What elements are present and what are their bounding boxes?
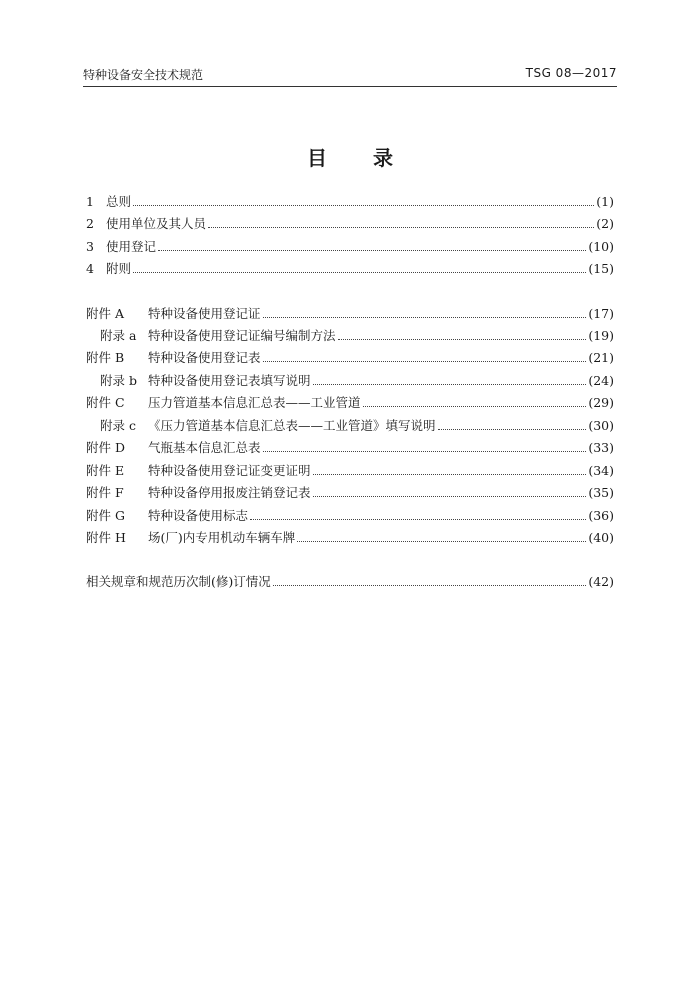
title-char-1: 目	[307, 146, 327, 170]
toc-number: 附录 b	[100, 373, 137, 388]
toc-entry[interactable]	[86, 237, 614, 257]
toc-leader-dots	[263, 361, 587, 362]
toc-page: (30)	[588, 418, 614, 433]
toc-entry[interactable]	[86, 348, 614, 368]
toc-title: 特种设备停用报废注销登记表	[148, 485, 311, 500]
toc-number: 附件 C	[86, 395, 125, 410]
toc-number: 4	[86, 261, 94, 276]
toc-title: 场(厂)内专用机动车辆车牌	[148, 530, 296, 545]
toc-leader-dots	[263, 317, 587, 318]
toc-entry[interactable]	[86, 483, 614, 503]
toc-title: 附则	[106, 261, 132, 276]
toc-leader-dots	[250, 519, 586, 520]
toc-page: (40)	[588, 530, 614, 545]
toc-title: 相关规章和规范历次制(修)订情况	[86, 574, 271, 589]
toc-page: (42)	[588, 574, 614, 589]
toc-page: (17)	[588, 306, 614, 321]
toc-title: 总则	[106, 194, 132, 209]
toc-number: 附录 a	[100, 328, 137, 343]
toc-number: 附录 c	[100, 418, 136, 433]
toc-leader-dots	[263, 451, 587, 452]
toc-number: 附件 B	[86, 350, 125, 365]
toc-title: 使用单位及其人员	[106, 216, 207, 231]
toc-page: (2)	[596, 216, 614, 231]
toc-number: 1	[86, 194, 94, 209]
toc-leader-dots	[438, 429, 587, 430]
toc-page: (1)	[596, 194, 614, 209]
toc-entry[interactable]	[100, 371, 614, 391]
toc-number: 附件 E	[86, 463, 125, 478]
toc-leader-dots	[313, 474, 587, 475]
toc-entry[interactable]	[86, 528, 614, 548]
toc-page: (29)	[588, 395, 614, 410]
title-char-2: 录	[373, 146, 393, 170]
toc-page: (34)	[588, 463, 614, 478]
toc-number: 2	[86, 216, 94, 231]
toc-entry[interactable]	[100, 326, 614, 346]
toc-title: 特种设备使用登记表	[148, 350, 261, 365]
toc-entry[interactable]	[86, 393, 614, 413]
toc-page: (10)	[588, 239, 614, 254]
toc-title: 《压力管道基本信息汇总表——工业管道》填写说明	[148, 418, 436, 433]
toc-entry[interactable]	[86, 304, 614, 324]
toc-leader-dots	[338, 339, 587, 340]
toc-entry[interactable]	[86, 192, 614, 212]
toc-number: 附件 D	[86, 440, 125, 455]
toc-leader-dots	[133, 272, 586, 273]
toc-leader-dots	[297, 541, 586, 542]
toc-title: 特种设备使用登记证编号编制方法	[148, 328, 336, 343]
toc-page: (21)	[588, 350, 614, 365]
toc-leader-dots	[133, 205, 594, 206]
toc-entry[interactable]	[86, 506, 614, 526]
toc-number: 附件 H	[86, 530, 126, 545]
toc-entry[interactable]	[86, 214, 614, 234]
toc-title: 使用登记	[106, 239, 157, 254]
toc-leader-dots	[313, 496, 587, 497]
toc-title: 特种设备使用登记证变更证明	[148, 463, 311, 478]
toc-page: (33)	[588, 440, 614, 455]
toc-title: 压力管道基本信息汇总表——工业管道	[148, 395, 361, 410]
toc-number: 附件 F	[86, 485, 124, 500]
toc-entry[interactable]	[86, 438, 614, 458]
table-of-contents	[86, 0, 614, 988]
toc-entry[interactable]	[86, 259, 614, 279]
toc-leader-dots	[158, 250, 586, 251]
toc-page: (15)	[588, 261, 614, 276]
toc-leader-dots	[313, 384, 587, 385]
toc-leader-dots	[208, 227, 594, 228]
toc-page: (24)	[588, 373, 614, 388]
toc-leader-dots	[363, 406, 587, 407]
toc-entry[interactable]	[86, 572, 614, 592]
toc-number: 附件 A	[86, 306, 125, 321]
toc-leader-dots	[273, 585, 587, 586]
toc-title: 气瓶基本信息汇总表	[148, 440, 261, 455]
toc-entry[interactable]	[100, 416, 614, 436]
toc-entry[interactable]	[86, 461, 614, 481]
toc-page: (19)	[588, 328, 614, 343]
toc-page: (35)	[588, 485, 614, 500]
header-standard-code: TSG 08—2017	[525, 66, 617, 80]
toc-title: 特种设备使用标志	[148, 508, 249, 523]
toc-number: 附件 G	[86, 508, 125, 523]
toc-title: 特种设备使用登记表填写说明	[148, 373, 311, 388]
toc-number: 3	[86, 239, 94, 254]
toc-title: 特种设备使用登记证	[148, 306, 261, 321]
header-left-title: 特种设备安全技术规范	[83, 68, 204, 82]
toc-page: (36)	[588, 508, 614, 523]
